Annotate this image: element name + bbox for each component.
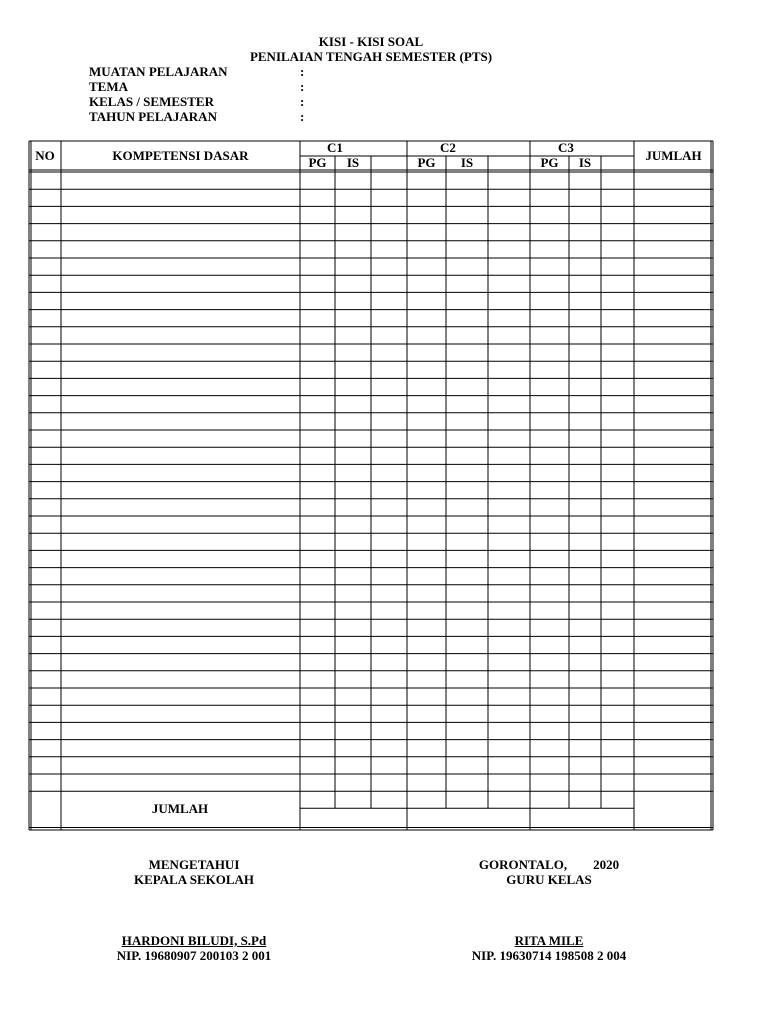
field-label-tahun: TAHUN PELAJARAN: [89, 109, 217, 124]
doc-title: KISI - KISI SOAL: [318, 34, 424, 49]
footer-jumlah-label: JUMLAH: [151, 801, 209, 816]
field-colon-tahun: :: [300, 109, 305, 124]
subheader-c3-is: IS: [578, 155, 592, 170]
field-label-muatan: MUATAN PELAJARAN: [89, 64, 228, 79]
right-caption-2: GURU KELAS: [506, 872, 592, 887]
field-colon-muatan: :: [300, 64, 305, 79]
subheader-c1-pg: PG: [308, 155, 327, 170]
left-caption-2: KEPALA SEKOLAH: [133, 872, 255, 887]
subheader-c1-is: IS: [346, 155, 360, 170]
field-label-kelas: KELAS / SEMESTER: [89, 94, 214, 109]
header-c3: C3: [558, 140, 574, 155]
doc-subtitle: PENILAIAN TENGAH SEMESTER (PTS): [249, 49, 493, 64]
right-signer-name: RITA MILE: [514, 933, 584, 948]
header-jumlah: JUMLAH: [645, 148, 702, 163]
right-signer-nip: NIP. 19630714 198508 2 004: [471, 948, 627, 963]
field-colon-kelas: :: [300, 94, 305, 109]
left-signer-name: HARDONI BILUDI, S.Pd: [121, 933, 267, 948]
header-kompetensi-dasar: KOMPETENSI DASAR: [112, 148, 249, 163]
subheader-c2-is: IS: [460, 155, 474, 170]
subheader-c3-pg: PG: [540, 155, 559, 170]
header-c2: C2: [440, 140, 456, 155]
header-no: NO: [35, 148, 55, 163]
left-signer-nip: NIP. 19680907 200103 2 001: [116, 948, 272, 963]
subheader-c2-pg: PG: [417, 155, 436, 170]
right-caption-1: GORONTALO, 2020: [478, 857, 620, 872]
field-colon-tema: :: [300, 79, 305, 94]
field-label-tema: TEMA: [89, 79, 128, 94]
header-c1: C1: [327, 140, 343, 155]
left-caption-1: MENGETAHUI: [148, 857, 240, 872]
